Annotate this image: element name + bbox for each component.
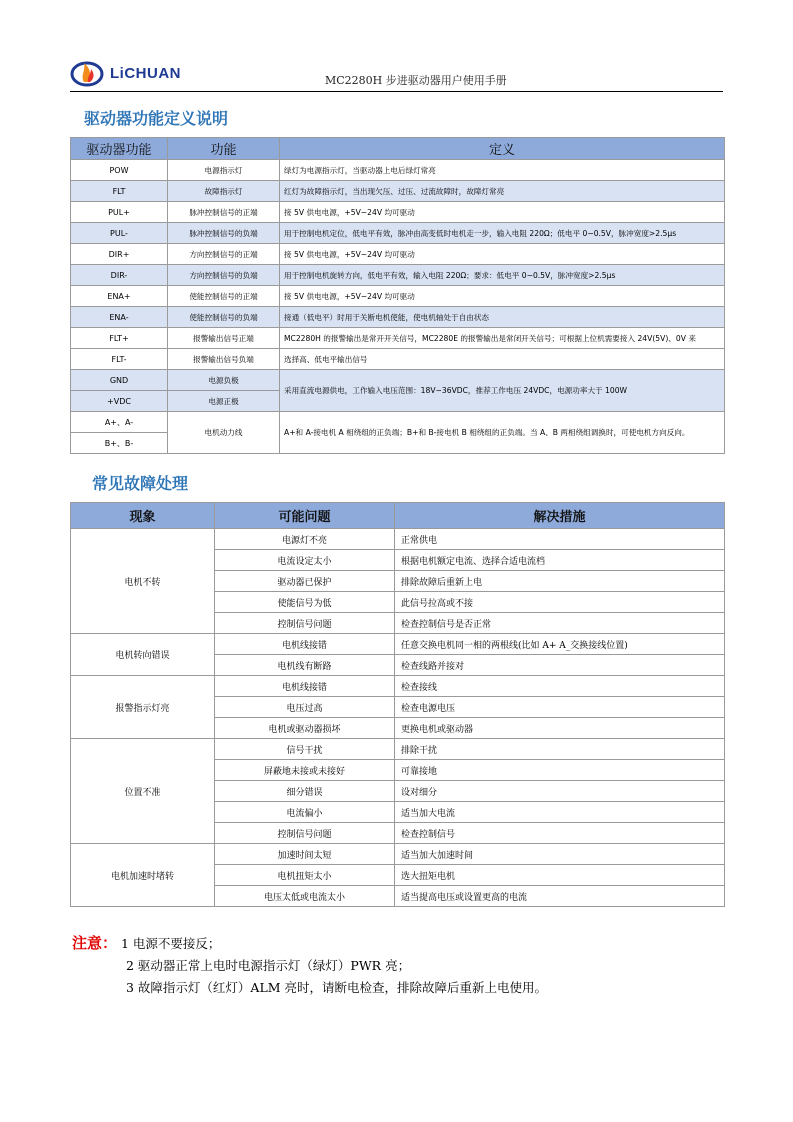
solution-cell: 适当加大加速时间 — [395, 844, 725, 865]
table-row — [71, 328, 725, 349]
pin-cell: A+、A- — [71, 412, 168, 433]
solution-cell: 选大扭矩电机 — [395, 865, 725, 886]
pin-cell: DIR+ — [71, 244, 168, 265]
solution-cell: 可靠接地 — [395, 760, 725, 781]
table-row — [71, 529, 725, 550]
note-line-3-wrap — [126, 977, 547, 999]
cause-cell: 屏蔽地未接或未接好 — [215, 760, 395, 781]
cause-cell: 电机线接错 — [215, 676, 395, 697]
solution-cell: 任意交换电机同一相的两根线(比如 A+ A_交换接线位置) — [395, 634, 725, 655]
cause-cell: 细分错误 — [215, 781, 395, 802]
table-row — [71, 349, 725, 370]
definition-cell: 接 5V 供电电源，+5V~24V 均可驱动 — [280, 286, 725, 307]
pin-cell: B+、B- — [71, 433, 168, 454]
pin-cell: DIR- — [71, 265, 168, 286]
cause-cell: 电压过高 — [215, 697, 395, 718]
cause-cell: 控制信号问题 — [215, 613, 395, 634]
pin-cell: +VDC — [71, 391, 168, 412]
function-cell: 电源正极 — [168, 391, 280, 412]
function-cell: 方向控制信号的负端 — [168, 265, 280, 286]
definition-cell: 接 5V 供电电源，+5V~24V 均可驱动 — [280, 244, 725, 265]
pin-cell: PUL- — [71, 223, 168, 244]
function-cell: 故障指示灯 — [168, 181, 280, 202]
table-row — [71, 181, 725, 202]
solution-cell: 排除干扰 — [395, 739, 725, 760]
definition-cell: 选择高、低电平输出信号 — [280, 349, 725, 370]
cause-cell: 电压太低或电流太小 — [215, 886, 395, 907]
table-row — [71, 286, 725, 307]
motor-definition-cell: A+和 A-接电机 A 相绕组的正负端；B+和 B-接电机 B 相绕组的正负端。当 A、B 两相绕组调换时，可使电机方向反向。 — [280, 412, 725, 454]
definition-cell: 用于控制电机定位，低电平有效，脉冲由高变低时电机走一步，输入电阻 220Ω；低电平 0~0.5V，脉冲宽度>2.5μs — [280, 223, 725, 244]
table-row — [71, 370, 725, 391]
motor-function-cell: 电机动力线 — [168, 412, 280, 454]
solution-cell: 此信号拉高或不接 — [395, 592, 725, 613]
header-solution: 解决措施 — [395, 503, 725, 529]
function-definition-table — [70, 137, 725, 454]
function-cell: 脉冲控制信号的正端 — [168, 202, 280, 223]
cause-cell: 电流偏小 — [215, 802, 395, 823]
pin-cell: FLT- — [71, 349, 168, 370]
function-cell: 报警输出信号负端 — [168, 349, 280, 370]
pin-cell: FLT — [71, 181, 168, 202]
section-title-function-definition: 驱动器功能定义说明 — [84, 109, 229, 128]
header-function: 功能 — [168, 138, 280, 160]
pin-cell: ENA- — [71, 307, 168, 328]
symptom-cell: 电机不转 — [71, 529, 215, 634]
cause-cell: 电机扭矩太小 — [215, 865, 395, 886]
table-row — [71, 307, 725, 328]
table-row — [71, 412, 725, 433]
solution-cell: 适当提高电压或设置更高的电流 — [395, 886, 725, 907]
header-definition: 定义 — [280, 138, 725, 160]
note-line-1: 1 电源不要接反； — [121, 936, 221, 951]
logo-text: LiCHUAN — [110, 65, 181, 82]
cause-cell: 电流设定太小 — [215, 550, 395, 571]
symptom-cell: 电机加速时堵转 — [71, 844, 215, 907]
table-row — [71, 634, 725, 655]
note-line-3: 3 故障指示灯（红灯）ALM 亮时，请断电检查，排除故障后重新上电使用。 — [126, 980, 548, 995]
solution-cell: 适当加大电流 — [395, 802, 725, 823]
definition-cell: 红灯为故障指示灯，当出现欠压、过压、过流故障时，故障灯常亮 — [280, 181, 725, 202]
table-row — [71, 676, 725, 697]
definition-cell: 绿灯为电源指示灯，当驱动器上电后绿灯常亮 — [280, 160, 725, 181]
solution-cell: 检查接线 — [395, 676, 725, 697]
definition-cell: MC2280H 的报警输出是常开开关信号，MC2280E 的报警输出是常闭开关信号；可根据上位机需要接入 24V(5V)、0V 来 — [280, 328, 725, 349]
document-title: MC2280H 步进驱动器用户使用手册 — [325, 74, 507, 87]
cause-cell: 电机或驱动器损坏 — [215, 718, 395, 739]
notes-label: 注意： — [72, 934, 118, 952]
header-cause: 可能问题 — [215, 503, 395, 529]
definition-cell: 接 5V 供电电源，+5V~24V 均可驱动 — [280, 202, 725, 223]
function-cell: 使能控制信号的负端 — [168, 307, 280, 328]
power-definition-cell: 采用直流电源供电，工作输入电压范围：18V~36VDC，推荐工作电压 24VDC，电源功率大于 100W — [280, 370, 725, 412]
function-cell: 方向控制信号的正端 — [168, 244, 280, 265]
lichuan-logo-icon — [70, 58, 110, 88]
solution-cell: 检查电源电压 — [395, 697, 725, 718]
header-pin: 驱动器功能 — [71, 138, 168, 160]
solution-cell: 检查控制信号 — [395, 823, 725, 844]
cause-cell: 电机线有断路 — [215, 655, 395, 676]
pin-cell: ENA+ — [71, 286, 168, 307]
solution-cell: 排除故障后重新上电 — [395, 571, 725, 592]
symptom-cell: 报警指示灯亮 — [71, 676, 215, 739]
cause-cell: 使能信号为低 — [215, 592, 395, 613]
table-row — [71, 223, 725, 244]
solution-cell: 检查线路并接对 — [395, 655, 725, 676]
pin-cell: FLT+ — [71, 328, 168, 349]
pin-cell: GND — [71, 370, 168, 391]
function-cell: 电源指示灯 — [168, 160, 280, 181]
table-row — [71, 265, 725, 286]
cause-cell: 信号干扰 — [215, 739, 395, 760]
solution-cell: 更换电机或驱动器 — [395, 718, 725, 739]
cause-cell: 电机线接错 — [215, 634, 395, 655]
function-cell: 使能控制信号的正端 — [168, 286, 280, 307]
symptom-cell: 电机转向错误 — [71, 634, 215, 676]
troubleshooting-table — [70, 502, 725, 907]
page-header — [70, 56, 723, 92]
cause-cell: 驱动器已保护 — [215, 571, 395, 592]
solution-cell: 设对细分 — [395, 781, 725, 802]
function-cell: 脉冲控制信号的负端 — [168, 223, 280, 244]
note-line-2: 2 驱动器正常上电时电源指示灯（绿灯）PWR 亮； — [126, 958, 411, 973]
function-cell: 报警输出信号正端 — [168, 328, 280, 349]
solution-cell: 根据电机额定电流、选择合适电流档 — [395, 550, 725, 571]
table-header-row — [71, 503, 725, 529]
table-row — [71, 844, 725, 865]
function-cell: 电源负极 — [168, 370, 280, 391]
section-title-troubleshooting: 常见故障处理 — [92, 474, 189, 493]
table-row — [71, 739, 725, 760]
symptom-cell: 位置不准 — [71, 739, 215, 844]
table-row — [71, 160, 725, 181]
solution-cell: 检查控制信号是否正常 — [395, 613, 725, 634]
pin-cell: PUL+ — [71, 202, 168, 223]
solution-cell: 正常供电 — [395, 529, 725, 550]
table-row — [71, 244, 725, 265]
table-header-row — [71, 138, 725, 160]
cause-cell: 控制信号问题 — [215, 823, 395, 844]
notes-block — [72, 932, 220, 955]
definition-cell: 接通（低电平）时用于关断电机使能，使电机轴处于自由状态 — [280, 307, 725, 328]
cause-cell: 电源灯不亮 — [215, 529, 395, 550]
definition-cell: 用于控制电机旋转方向，低电平有效，输入电阻 220Ω；要求：低电平 0~0.5V，脉冲宽度>2.5μs — [280, 265, 725, 286]
pin-cell: POW — [71, 160, 168, 181]
note-line-2-wrap — [126, 955, 410, 977]
cause-cell: 加速时间太短 — [215, 844, 395, 865]
header-symptom: 现象 — [71, 503, 215, 529]
table-row — [71, 202, 725, 223]
